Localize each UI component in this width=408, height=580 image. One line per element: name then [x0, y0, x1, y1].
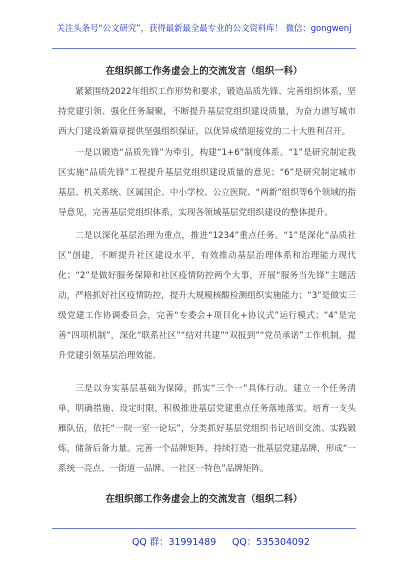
paragraph-intro: 紧紧围绕2022年组织工作形势和要求，锻造品质先锋、完善组织体系，坚持党建引领、强化任务凝聚，不断提升基层党组织建设质量，为奋力谱写城市西大门建设新篇章提供坚强组织保证，以优异成绩迎接党的二十大胜利召开。	[58, 87, 356, 137]
paragraph-second: 二是以深化基层治理为重点，推进“1234”重点任务。“1”是深化“品质社区”创建，不断提升社区建设水平，有效推动基层治理体系和治理能力现代化；“2”是做好服务保障和社区疫情防控两个大事，开展“服务当先锋”主题活动，严格抓好社区疫情防控，提升大规模核酸检测组织实施能力；“3”是做实三级党建工作协调委员会，完善“专委会+项目化+协议式”运行模式；“4”是完善“四项机制”，深化“联系社区”“结对共建”“双报到”“党员承诺”工作机制，提升党建引领基层治理效能。	[58, 231, 356, 361]
header-banner: 关注头条号“公文研究”，获得最新最全最专业的公文资料库！ 微信：gongwenj	[56, 23, 352, 33]
document-title: 在组织部工作务虚会上的交流发言（组织一科）	[105, 66, 303, 77]
footer-qq-contact: QQ：535304092	[232, 537, 310, 548]
paragraph-third: 三是以夯实基层基础为保障，抓实“三个一”具体行动。建立一个任务清单，明确措施、设定时限，积极推进基层党建重点任务落地落实。培育一支头雁队伍，依托“一院一室一论坛”，分类抓好基层党组织书记培训交流、实践锻炼，储备后备力量。完善一个品牌矩阵，持续打造一批基层党建品牌，形成“一系统一亮点、一街道一品牌、一社区一特色”品牌矩阵。	[58, 384, 356, 474]
footer-qq-group: QQ 群：31991489	[132, 537, 217, 548]
footer-divider	[52, 528, 356, 529]
paragraph-first: 一是以锻造“品质先锋”为牵引，构建“1+6”制度体系。“1”是研究制定我区实施“品质先锋”工程提升基层党组织建设质量的意见；“6”是研究制定城市基层、机关系统、区属国企、中小学校、公立医院、“两新”组织等6个领域的指导意见，完善基层党组织体系，实现各领域基层党组织建设的整体提升。	[58, 148, 356, 218]
header-divider	[52, 48, 356, 49]
next-document-title: 在组织部工作务虚会上的交流发言（组织二科）	[105, 494, 303, 505]
